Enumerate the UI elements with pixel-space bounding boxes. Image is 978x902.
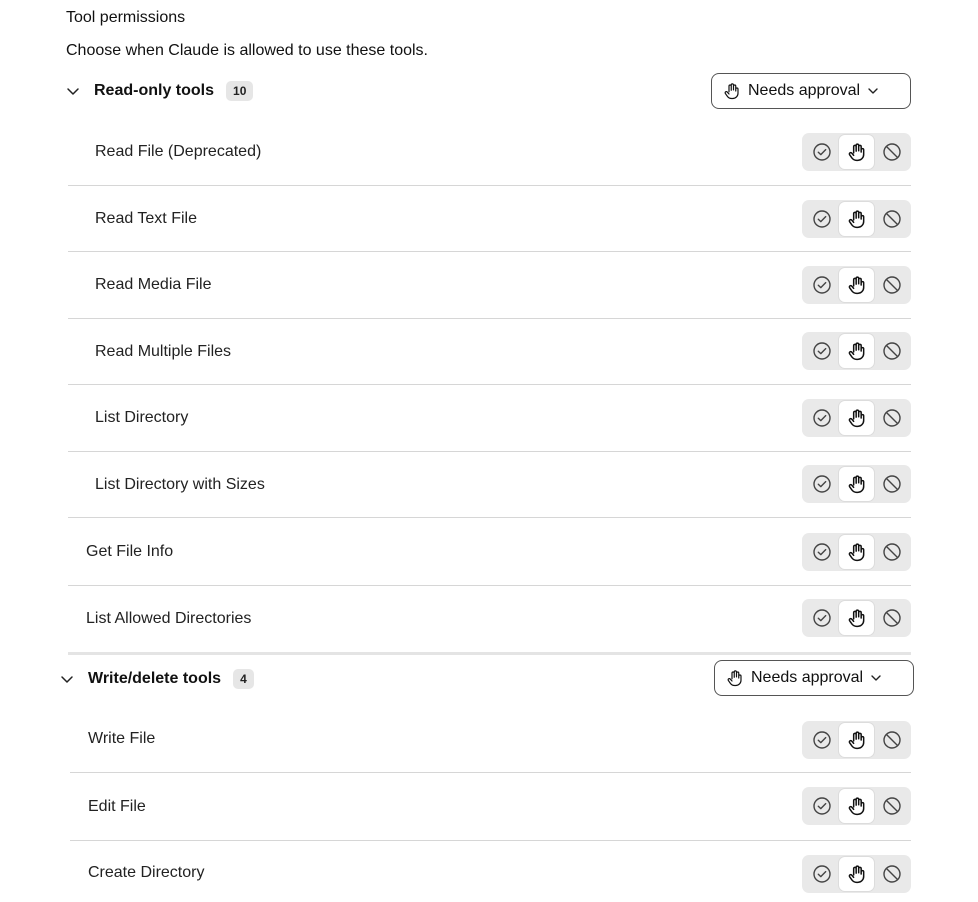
block-button[interactable] [874, 789, 909, 823]
check-circle-icon [812, 275, 832, 295]
block-icon [882, 864, 902, 884]
section-header-read-only[interactable] [66, 72, 253, 110]
tool-name: Read Multiple Files [95, 342, 232, 360]
allow-button[interactable] [804, 467, 839, 501]
section-header-write-delete[interactable] [60, 660, 254, 698]
allow-button[interactable] [804, 135, 839, 169]
tool-name: Get File Info [86, 542, 174, 560]
permission-segmented-control[interactable] [802, 787, 911, 825]
needs-approval-button[interactable] [839, 723, 874, 757]
count-badge: 10 [226, 81, 253, 101]
needs-approval-button[interactable] [839, 857, 874, 891]
needs-approval-button[interactable] [839, 334, 874, 368]
permission-segmented-control[interactable] [802, 465, 911, 503]
allow-button[interactable] [804, 535, 839, 569]
section-title: Write/delete tools [88, 670, 222, 687]
allow-button[interactable] [804, 723, 839, 757]
check-circle-icon [812, 408, 832, 428]
check-circle-icon [812, 542, 832, 562]
permission-segmented-control[interactable] [802, 599, 911, 637]
tool-row [70, 706, 911, 773]
needs-approval-button[interactable] [839, 401, 874, 435]
tool-name: Edit File [88, 797, 146, 815]
chevron-down-icon [867, 85, 879, 97]
hand-icon [726, 669, 744, 687]
hand-icon [723, 82, 741, 100]
dropdown-label: Needs approval [748, 82, 861, 99]
section-approval-dropdown[interactable] [714, 660, 914, 696]
hand-icon [847, 209, 867, 229]
tool-name: List Directory [95, 409, 189, 426]
hand-icon [847, 341, 867, 361]
allow-button[interactable] [804, 601, 839, 635]
tool-name: Read File (Deprecated) [95, 143, 262, 160]
chevron-down-icon [870, 672, 882, 684]
count-badge: 4 [233, 669, 254, 689]
needs-approval-button[interactable] [839, 135, 874, 169]
dropdown-label: Needs approval [751, 669, 864, 686]
check-circle-icon [812, 730, 832, 750]
permission-segmented-control[interactable] [802, 855, 911, 893]
page-subtitle: Choose when Claude is allowed to use these tools. [66, 42, 428, 59]
allow-button[interactable] [804, 334, 839, 368]
block-icon [882, 608, 902, 628]
block-button[interactable] [874, 202, 909, 236]
block-button[interactable] [874, 467, 909, 501]
hand-icon [847, 608, 867, 628]
block-button[interactable] [874, 723, 909, 757]
hand-icon [847, 730, 867, 750]
check-circle-icon [812, 864, 832, 884]
tool-name: Write File [88, 730, 156, 747]
tool-row [68, 252, 911, 319]
permission-segmented-control[interactable] [802, 200, 911, 238]
tool-name: List Allowed Directories [86, 610, 252, 627]
allow-button[interactable] [804, 401, 839, 435]
hand-icon [847, 142, 867, 162]
needs-approval-button[interactable] [839, 268, 874, 302]
block-icon [882, 142, 902, 162]
block-icon [882, 275, 902, 295]
needs-approval-button[interactable] [839, 202, 874, 236]
tool-name: List Directory with Sizes [95, 475, 265, 493]
block-icon [882, 730, 902, 750]
block-button[interactable] [874, 857, 909, 891]
tool-row [68, 319, 911, 385]
hand-icon [847, 408, 867, 428]
block-icon [882, 796, 902, 816]
check-circle-icon [812, 796, 832, 816]
hand-icon [847, 542, 867, 562]
chevron-down-icon[interactable] [60, 672, 74, 686]
check-circle-icon [812, 341, 832, 361]
tool-row [68, 186, 911, 252]
check-circle-icon [812, 142, 832, 162]
tool-row [68, 586, 911, 652]
needs-approval-button[interactable] [839, 789, 874, 823]
tool-row [68, 119, 911, 186]
section-approval-dropdown[interactable] [711, 73, 911, 109]
needs-approval-button[interactable] [839, 601, 874, 635]
hand-icon [847, 796, 867, 816]
block-button[interactable] [874, 268, 909, 302]
tool-row [70, 841, 911, 902]
block-button[interactable] [874, 535, 909, 569]
block-icon [882, 408, 902, 428]
allow-button[interactable] [804, 789, 839, 823]
block-icon [882, 341, 902, 361]
needs-approval-button[interactable] [839, 467, 874, 501]
tool-name: Create Directory [88, 864, 205, 881]
needs-approval-button[interactable] [839, 535, 874, 569]
tool-name: Read Media File [95, 276, 212, 293]
permission-segmented-control[interactable] [802, 533, 911, 571]
section-divider [68, 652, 911, 655]
tool-row [68, 452, 911, 518]
tool-row [68, 385, 911, 452]
hand-icon [847, 275, 867, 295]
block-icon [882, 209, 902, 229]
chevron-down-icon[interactable] [66, 84, 80, 98]
check-circle-icon [812, 474, 832, 494]
permission-segmented-control[interactable] [802, 133, 911, 171]
hand-icon [847, 474, 867, 494]
block-button[interactable] [874, 334, 909, 368]
block-button[interactable] [874, 135, 909, 169]
block-icon [882, 474, 902, 494]
page-title: Tool permissions [66, 9, 186, 26]
block-button[interactable] [874, 601, 909, 635]
check-circle-icon [812, 209, 832, 229]
tool-row [70, 773, 911, 841]
block-icon [882, 542, 902, 562]
hand-icon [847, 864, 867, 884]
allow-button[interactable] [804, 268, 839, 302]
block-button[interactable] [874, 401, 909, 435]
section-title: Read-only tools [94, 82, 215, 99]
allow-button[interactable] [804, 857, 839, 891]
check-circle-icon [812, 608, 832, 628]
permission-segmented-control[interactable] [802, 266, 911, 304]
tool-name: Read Text File [95, 209, 197, 227]
permission-segmented-control[interactable] [802, 721, 911, 759]
allow-button[interactable] [804, 202, 839, 236]
permission-segmented-control[interactable] [802, 332, 911, 370]
tool-row [68, 518, 911, 586]
permission-segmented-control[interactable] [802, 399, 911, 437]
